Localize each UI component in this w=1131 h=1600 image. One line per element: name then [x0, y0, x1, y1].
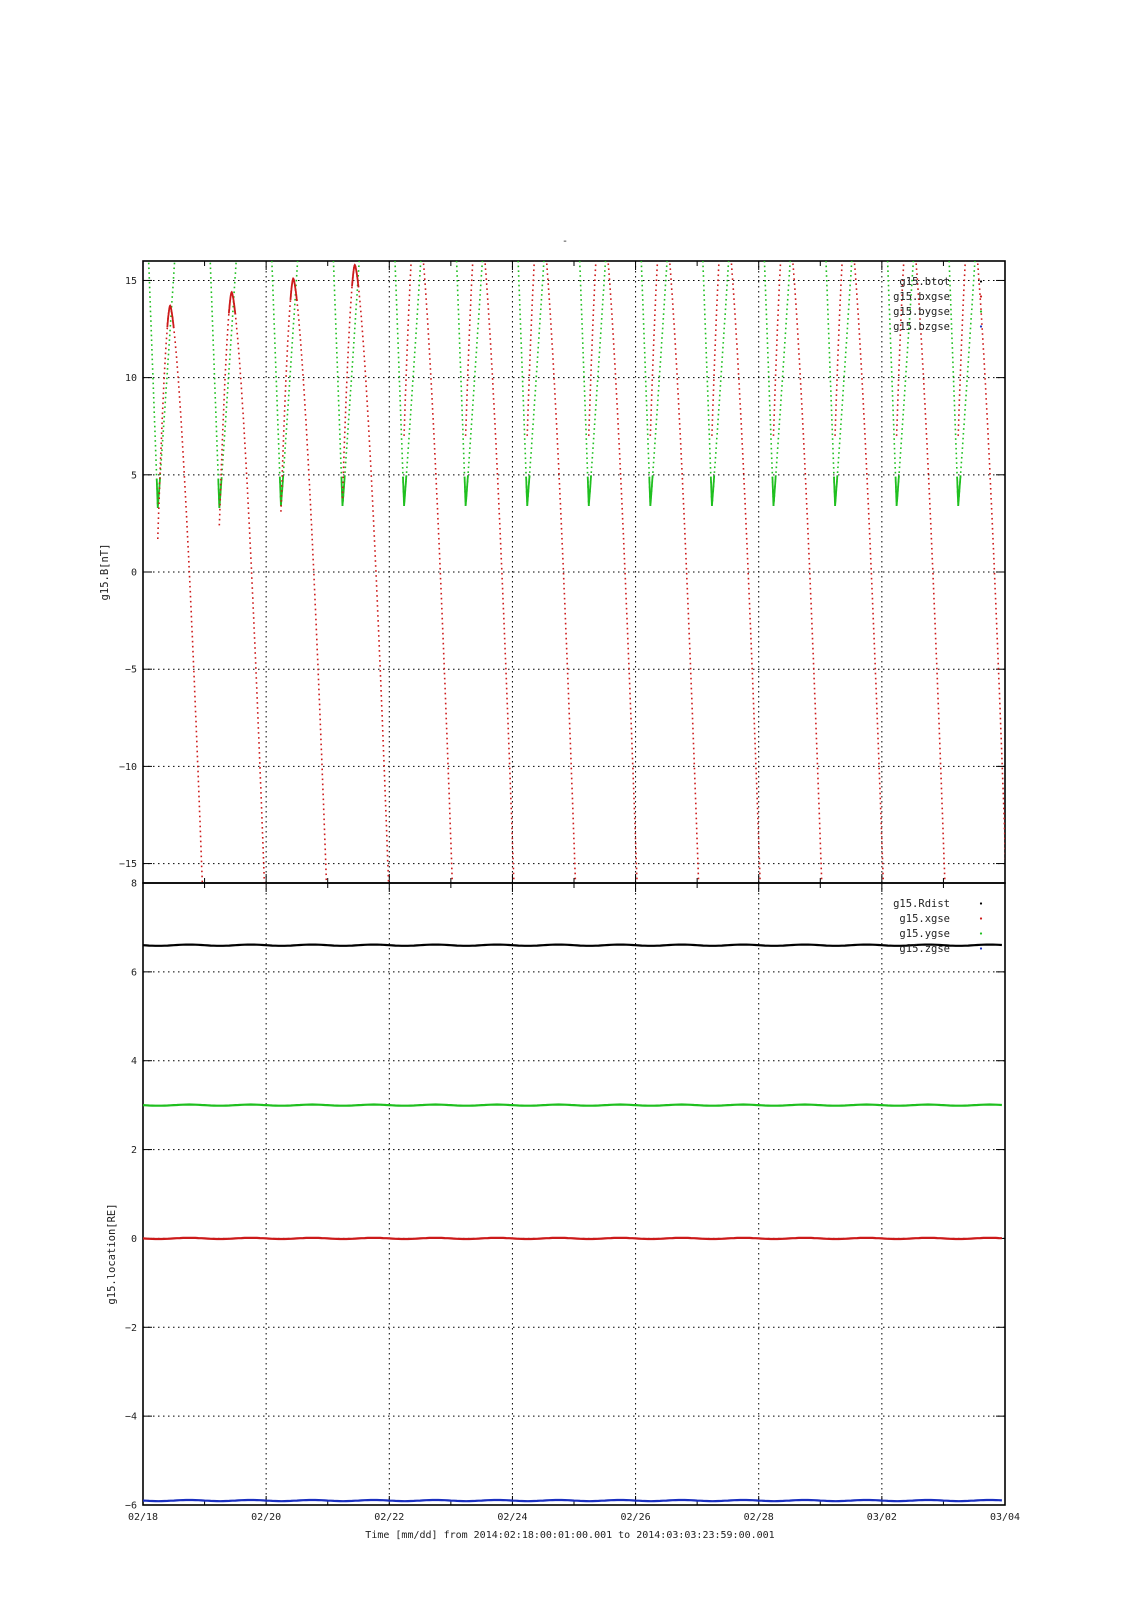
location-panel [106, 879, 1005, 1512]
bottom-y-tick-label: 8 [130, 878, 137, 890]
g15-zgse-line [143, 1500, 1002, 1501]
top-y-ticks [119, 276, 137, 870]
bottom-y-tick-label: 4 [130, 1056, 137, 1068]
bottom-legend-marker [980, 932, 982, 934]
bxgse-cycle [158, 306, 218, 1357]
x-tick-label: 03/04 [989, 1512, 1021, 1523]
bxgse-cycle [589, 203, 649, 1254]
top-y-tick-label: 15 [124, 275, 137, 287]
bottom-y-ticks [125, 879, 137, 1512]
bxgse-cycle [343, 265, 403, 1316]
bygse-cycle [703, 256, 729, 506]
x-tick-label: 02/24 [497, 1512, 528, 1523]
bxgse-cycle [712, 203, 772, 1254]
bygse-cycle [149, 257, 175, 508]
bxgse-cycle [466, 203, 526, 1254]
g15-xgse-line [143, 1238, 1002, 1239]
bottom-y-tick-label: 0 [130, 1233, 137, 1245]
bottom-legend-label: g15.zgse [899, 943, 950, 955]
g15-ygse-line [143, 1105, 1002, 1106]
x-tick-label: 02/18 [127, 1512, 159, 1523]
bygse-cycle-min [649, 475, 652, 506]
top-y-tick-label: −5 [124, 664, 137, 676]
bxgse-cycle [281, 279, 341, 1330]
bottom-y-tick-label: 2 [130, 1145, 137, 1157]
x-tick-label: 02/20 [251, 1512, 282, 1523]
bygse-cycle-min [341, 475, 344, 506]
bxgse-cycle-peak [352, 265, 359, 287]
bxgse-cycle [404, 203, 464, 1254]
x-axis-label: Time [mm/dd] from 2014:02:18:00:01:00.001 to 2014:03:03:23:59:00.001 [365, 1530, 775, 1541]
top-grid [143, 261, 1005, 883]
bygse-cycle-min [526, 475, 529, 506]
bygse-cycle [518, 256, 544, 506]
bygse-cycle [333, 256, 359, 506]
bottom-legend-marker [980, 902, 982, 904]
bottom-legend-label: g15.ygse [899, 928, 950, 940]
bygse-cycle [395, 256, 421, 506]
bottom-y-tick-label: −6 [124, 1500, 137, 1512]
bygse-cycle-min [218, 477, 221, 508]
top-legend-label: g15.bxgse [893, 291, 950, 303]
bygse-cycle [272, 256, 298, 506]
bottom-y-axis-label: g15.location[RE] [106, 1203, 118, 1305]
bygse-cycle [580, 256, 606, 506]
bottom-legend-marker [980, 917, 982, 919]
bygse-cycle-min [896, 475, 899, 506]
bygse-cycle-min [957, 475, 960, 506]
bottom-data [143, 945, 1002, 1502]
bxgse-cycle [219, 292, 279, 1343]
bygse-cycle [826, 256, 852, 506]
bottom-legend-marker [980, 947, 982, 949]
top-y-tick-label: 0 [130, 567, 137, 579]
bxgse-cycle [774, 203, 834, 1254]
x-tick-label: 02/26 [620, 1512, 651, 1523]
top-legend-marker [980, 325, 982, 327]
x-ticks [128, 1512, 1020, 1523]
bygse-cycle-min [465, 475, 468, 506]
bygse-cycle [641, 256, 667, 506]
bygse-cycle-min [834, 475, 837, 506]
top-data [149, 203, 1019, 1357]
bottom-legend-label: g15.Rdist [893, 898, 950, 910]
top-legend-label: g15.bygse [893, 306, 950, 318]
bxgse-cycle [650, 203, 710, 1254]
bxgse-cycle [958, 203, 1018, 1254]
top-y-tick-label: −15 [118, 859, 137, 871]
bxgse-cycle [527, 203, 587, 1254]
bxgse-cycle [897, 203, 957, 1254]
bottom-y-tick-label: −2 [124, 1322, 137, 1334]
bygse-cycle-min [588, 475, 591, 506]
top-legend-marker [980, 310, 982, 312]
top-legend-marker [980, 295, 982, 297]
bygse-cycle-min [772, 475, 775, 506]
bottom-y-tick-label: 6 [130, 967, 137, 979]
top-y-axis-label: g15.B[nT] [99, 543, 111, 601]
bottom-grid [143, 883, 1005, 1505]
top-y-tick-label: 10 [124, 373, 137, 385]
bxgse-cycle [835, 203, 895, 1254]
bxgse-cycle-peak [291, 279, 297, 301]
bygse-cycle [949, 256, 975, 506]
top-legend-label: g15.bzgse [893, 321, 950, 333]
bottom-y-tick-label: −4 [124, 1411, 137, 1423]
g15-Rdist-line [143, 945, 1002, 946]
bottom-legend-label: g15.xgse [899, 913, 950, 925]
bottom-frame [143, 883, 1005, 1505]
x-tick-label: 02/22 [374, 1512, 405, 1523]
figure-title: - [561, 236, 569, 247]
bygse-cycle-min [711, 475, 714, 506]
bygse-cycle-min [403, 475, 406, 506]
top-y-tick-label: 5 [130, 470, 137, 482]
top-legend-marker [980, 280, 982, 282]
top-legend [893, 276, 982, 333]
top-y-tick-label: −10 [118, 761, 137, 773]
magnetic-field-panel [99, 203, 1019, 1357]
bygse-cycle [764, 256, 790, 506]
bygse-cycle [456, 256, 482, 506]
top-legend-label: g15.btot [899, 276, 950, 288]
x-tick-label: 03/02 [866, 1512, 897, 1523]
x-tick-label: 02/28 [743, 1512, 774, 1523]
